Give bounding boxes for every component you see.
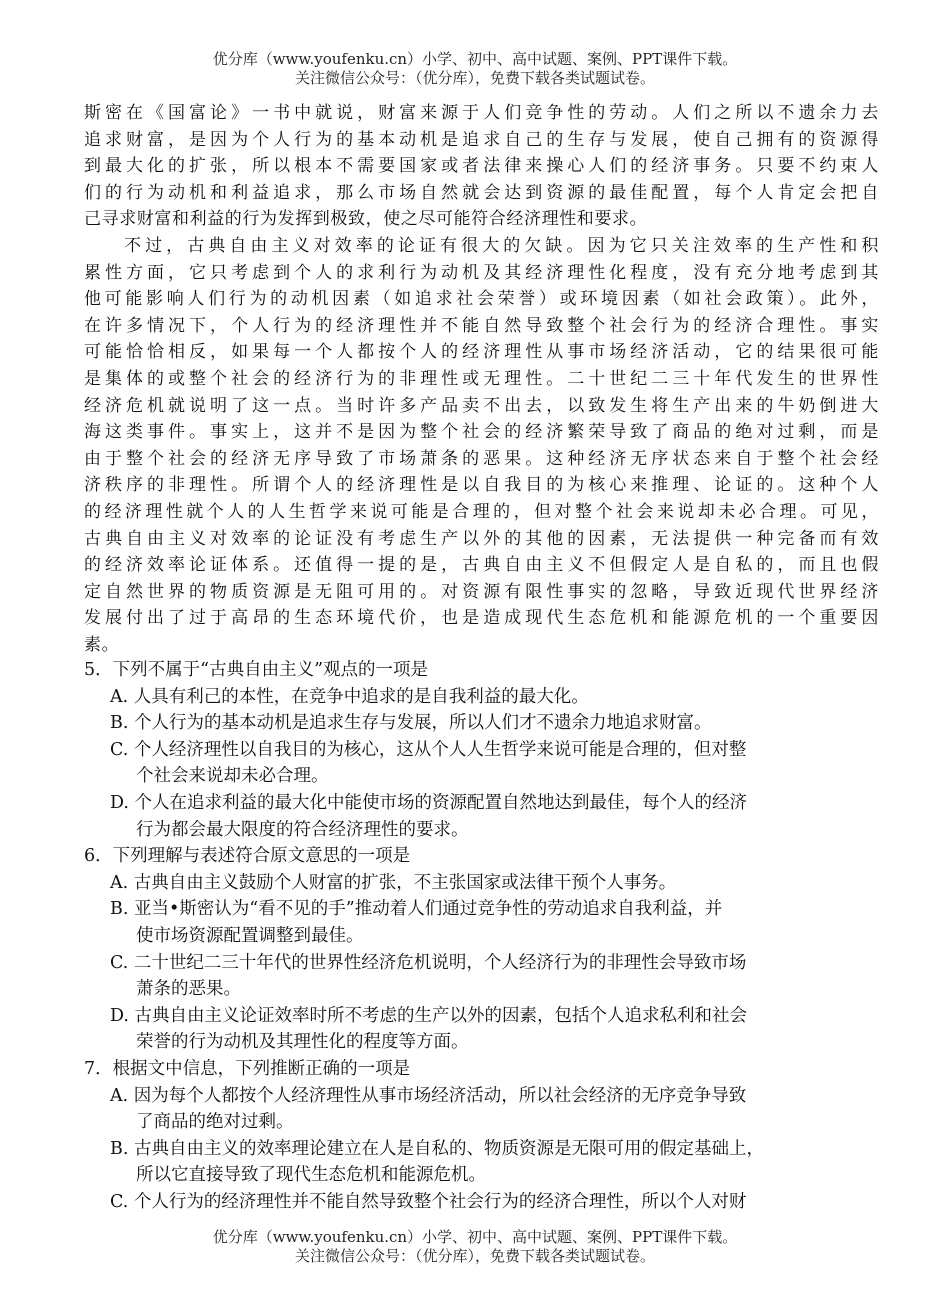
- passage-line: 追求财富，是因为个人行为的基本动机是追求自己的生存与发展，使自己拥有的资源得: [84, 129, 879, 150]
- option-b: B. 亚当•斯密认为“看不见的手”推动着人们通过竞争性的劳动追求自我利益，并: [110, 899, 723, 920]
- option-b: B. 个人行为的基本动机是追求生存与发展，所以人们才不遗余力地追求财富。: [110, 713, 712, 734]
- passage-line: 他可能影响人们行为的动机因素（如追求社会荣誉）或环境因素（如社会政策）。此外，: [84, 289, 879, 310]
- passage-line: 可能恰恰相反，如果每一个人都按个人的经济理性从事市场经济活动，它的结果很可能: [84, 342, 879, 363]
- footer-line-1: 优分库（www.youfenku.cn）小学、初中、高中试题、案例、PPT课件下载。: [212, 1228, 738, 1246]
- question-6: [84, 843, 884, 1056]
- questions-section: [84, 657, 884, 1215]
- option-b-continued: 所以它直接导致了现代生态危机和能源危机。: [136, 1165, 486, 1186]
- passage-line: 的经济效率论证体系。还值得一提的是，古典自由主义不但假定人是自私的，而且也假: [84, 555, 879, 576]
- footer-line-2: 关注微信公众号：（优分库），免费下载各类试题试卷。: [294, 1247, 655, 1265]
- option-d-continued: 荣誉的行为动机及其理性化的程度等方面。: [136, 1032, 469, 1053]
- option-a-continued: 了商品的绝对过剩。: [136, 1112, 294, 1133]
- option-a: A. 古典自由主义鼓励个人财富的扩张，不主张国家或法律干预个人事务。: [110, 872, 677, 893]
- reading-passage: [84, 100, 879, 658]
- passage-line: 古典自由主义对效率的论证没有考虑生产以外的其他的因素，无法提供一种完备而有效: [84, 528, 879, 549]
- option-c: C. 个人行为的经济理性并不能自然导致整个社会行为的经济合理性，所以个人对财: [110, 1191, 747, 1212]
- passage-line: 斯密在《国富论》一书中就说，财富来源于人们竞争性的劳动。人们之所以不遗余力去: [84, 103, 879, 123]
- option-c-continued: 萧条的恶果。: [136, 979, 241, 1000]
- option-c: C. 二十世纪二三十年代的世界性经济危机说明，个人经济行为的非理性会导致市场: [110, 952, 747, 973]
- option-d: D. 古典自由主义论证效率时所不考虑的生产以外的因素，包括个人追求私利和社会: [110, 1005, 748, 1026]
- question-5: [84, 657, 884, 843]
- option-d-continued: 行为都会最大限度的符合经济理性的要求。: [136, 819, 469, 840]
- header-line-2: 关注微信公众号：（优分库），免费下载各类试题试卷。: [294, 69, 655, 87]
- passage-line: 到最大化的扩张，所以根本不需要国家或者法律来操心人们的经济事务。只要不约束人: [84, 156, 879, 177]
- passage-line: 定自然世界的物质资源是无阻可用的。对资源有限性事实的忽略，导致近现代世界经济: [84, 581, 879, 602]
- passage-line: 素。: [84, 634, 120, 655]
- passage-line: 济秩序的非理性。所谓个人的经济理性是以自我目的为核心来推理、论证的。这种个人: [84, 475, 879, 496]
- header-line-1: 优分库（www.youfenku.cn）小学、初中、高中试题、案例、PPT课件下载。: [212, 50, 738, 68]
- passage-line: 经济危机就说明了这一点。当时许多产品卖不出去，以致发生将生产出来的牛奶倒进大: [84, 395, 879, 416]
- question-stem: 5．下列不属于“古典自由主义”观点的一项是: [84, 660, 429, 680]
- option-a: A. 人具有利己的本性，在竞争中追求的是自我利益的最大化。: [110, 686, 589, 707]
- question-stem: 6．下列理解与表述符合原文意思的一项是: [84, 846, 411, 867]
- passage-line: 是集体的或整个社会的经济行为的非理性或无理性。二十世纪二三十年代发生的世界性: [84, 368, 879, 389]
- option-b-continued: 使市场资源配置调整到最佳。: [136, 925, 364, 946]
- passage-line: 在许多情况下，个人行为的经济理性并不能自然导致整个社会行为的经济合理性。事实: [84, 315, 879, 336]
- passage-line: 发展付出了过于高昂的生态环境代价，也是造成现代生态危机和能源危机的一个重要因: [84, 608, 879, 629]
- page-header: [0, 50, 950, 88]
- passage-line: 们的行为动机和利益追求，那么市场自然就会达到资源的最佳配置，每个人肯定会把自: [84, 182, 879, 203]
- question-stem: 7．根据文中信息，下列推断正确的一项是: [84, 1058, 411, 1079]
- passage-line: 海这类事件。事实上，这并不是因为整个社会的经济繁荣导致了商品的绝对过剩，而是: [84, 422, 879, 443]
- passage-line: 由于整个社会的经济无序导致了市场萧条的恶果。这种经济无序状态来自于整个社会经: [84, 448, 879, 469]
- passage-line: 己寻求财富和利益的行为发挥到极致，使之尽可能符合经济理性和要求。: [84, 209, 648, 230]
- option-d: D. 个人在追求利益的最大化中能使市场的资源配置自然地达到最佳，每个人的经济: [110, 792, 748, 813]
- passage-line: 的经济理性就个人的人生哲学来说可能是合理的，但对整个社会来说却未必合理。可见，: [84, 501, 879, 522]
- option-c-continued: 个社会来说却未必合理。: [136, 766, 329, 787]
- question-7: [84, 1056, 884, 1216]
- option-b: B. 古典自由主义的效率理论建立在人是自私的、物质资源是无限可用的假定基础上，: [110, 1138, 764, 1159]
- passage-line: 不过，古典自由主义对效率的论证有很大的欠缺。因为它只关注效率的生产性和积: [124, 235, 879, 256]
- page-footer: [0, 1228, 950, 1266]
- option-c: C. 个人经济理性以自我目的为核心，这从个人人生哲学来说可能是合理的，但对整: [110, 739, 747, 760]
- option-a: A. 因为每个人都按个人经济理性从事市场经济活动，所以社会经济的无序竞争导致: [110, 1085, 747, 1106]
- passage-line: 累性方面，它只考虑到个人的求利行为动机及其经济理性化程度，没有充分地考虑到其: [84, 262, 879, 283]
